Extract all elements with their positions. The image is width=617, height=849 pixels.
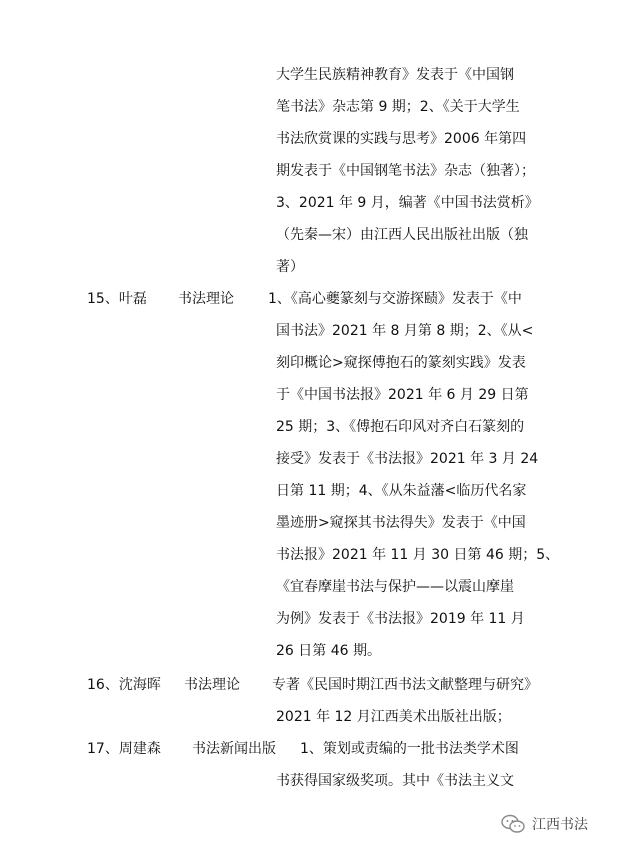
entry-16-number-name: 16、沈海晖 [87,677,161,693]
entry-15-line-9: 书法报》2021 年 11 月 30 日第 46 期；5、 [276,547,560,563]
entry-15-line-1: 1、《高心夔篆刻与交游探赜》发表于《中 [268,291,522,307]
entry-15-line-5: 25 期；3、《傅抱石印风对齐白石篆刻的 [276,419,525,435]
entry-17-category: 书法新闻出版 [192,741,276,757]
entry-14-line-3: 书法欣赏课的实践与思考》2006 年第四 [276,131,527,147]
entry-16-line-2: 2021 年 12 月江西美术出版社出版； [276,709,511,725]
entry-14-line-5: 3、2021 年 9 月，编著《中国书法赏析》 [276,195,539,211]
entry-15-line-4: 于《中国书法报》2021 年 6 月 29 日第 [276,387,529,403]
entry-15-line-11: 为例》发表于《书法报》2019 年 11 月 [276,611,525,627]
entry-15-line-7: 日第 11 期；4、《从朱益藩<临历代名家 [276,483,527,499]
entry-17-line-1: 1、策划或责编的一批书法类学术图 [300,741,519,757]
entry-15-line-3: 刻印概论>窥探傅抱石的篆刻实践》发表 [276,355,526,371]
entry-16-line-1: 专著《民国时期江西书法文献整理与研究》 [272,677,538,693]
watermark-text: 江西书法 [532,817,588,833]
entry-15-line-12: 26 日第 46 期。 [276,643,381,659]
entry-15-line-2: 国书法》2021 年 8 月第 8 期；2、《从< [276,323,534,339]
wechat-watermark [500,812,588,836]
entry-15-category: 书法理论 [178,291,234,307]
entry-14-line-4: 期发表于《中国钢笔书法》杂志（独著）； [276,163,535,179]
entry-17-number-name: 17、周建森 [87,741,161,757]
entry-17-line-2: 书获得国家级奖项。其中《书法主义文 [276,773,514,789]
entry-16-category: 书法理论 [184,677,240,693]
entry-15-line-10: 《宜春摩崖书法与保护——以震山摩崖 [276,579,514,595]
wechat-icon [500,814,526,834]
entry-15-number-name: 15、叶磊 [87,291,147,307]
entry-14-line-2: 笔书法》杂志第 9 期；2、《关于大学生 [276,99,520,115]
entry-15-line-6: 接受》发表于《书法报》2021 年 3 月 24 [276,451,539,467]
entry-14-line-7: 著） [276,259,304,275]
entry-15-line-8: 墨迹册>窥探其书法得失》发表于《中国 [276,515,526,531]
entry-14-line-6: （先秦—宋）由江西人民出版社出版（独 [276,227,528,243]
entry-14-line-1: 大学生民族精神教育》发表于《中国钢 [276,67,514,83]
